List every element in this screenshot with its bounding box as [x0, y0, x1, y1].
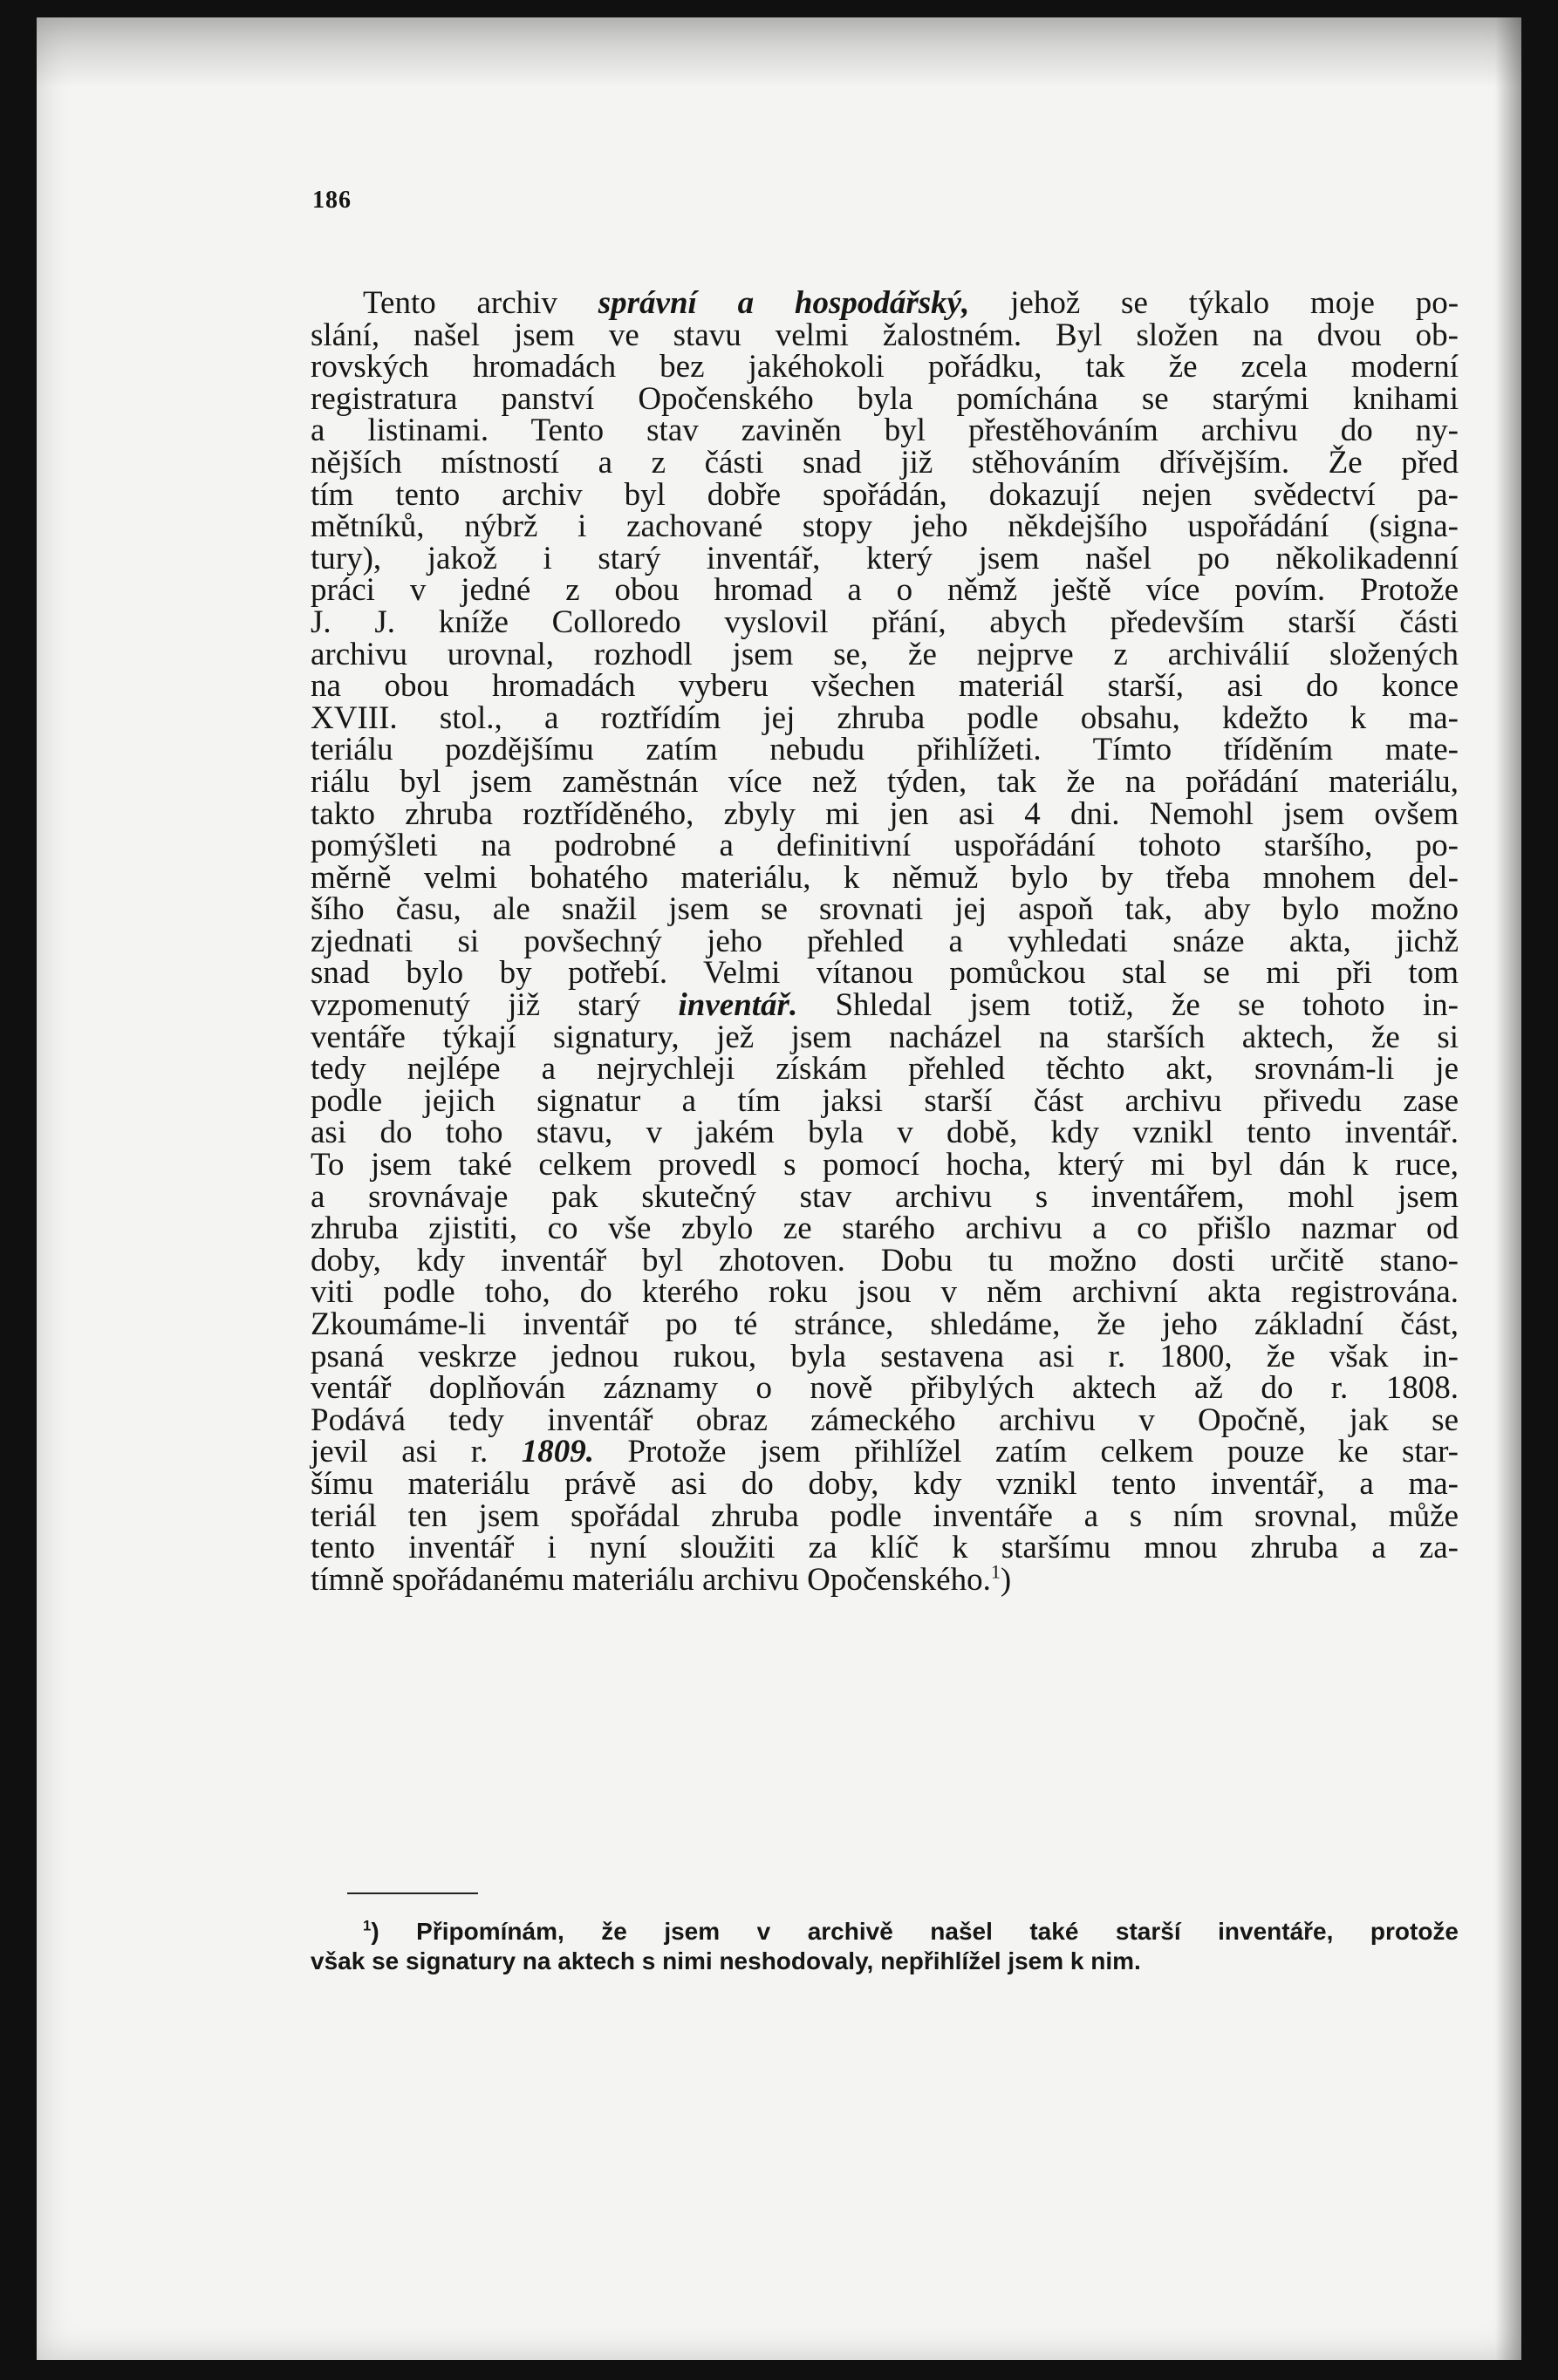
body-line: psaná veskrze jednou rukou, byla sestavena asi r. 1800, že však in-	[311, 1338, 1459, 1374]
body-line: práci v jedné z obou hromad a o němž ještě více povím. Protože	[311, 572, 1459, 609]
body-line: šího času, ale snažil jsem se srovnati jej aspoň tak, aby bylo možno	[311, 891, 1459, 928]
body-line: viti podle toho, do kterého roku jsou v něm archivní akta registrována.	[311, 1274, 1459, 1311]
page-right-shadow	[1495, 17, 1521, 2360]
body-line: tury), jakož i starý inventář, který jsem našel po několikadenní	[311, 540, 1459, 576]
footnote-line: $^1$) Připomínám, že jsem v archivě našel také starší inventáře, protože	[363, 1917, 1459, 1945]
footnote-line: však se signatury na aktech s nimi neshodovaly, nepřihlížel jsem k nim.	[311, 1947, 1141, 1974]
body-line: vzpomenutý již starý inventář. Shledal jsem totiž, že se tohoto in-	[311, 987, 1459, 1024]
body-line: mětníků, nýbrž i zachované stopy jeho někdejšího uspořádání (signa-	[311, 508, 1459, 545]
emphasized-term: inventář.	[678, 987, 798, 1024]
body-line: Tento archiv správní a hospodářský, jehož se týkalo moje po-	[363, 285, 1459, 321]
body-line: J. J. kníže Colloredo vyslovil přání, abych především starší části	[311, 604, 1459, 640]
body-line: jevil asi r. 1809. Protože jsem přihlížel zatím celkem pouze ke star-	[311, 1434, 1459, 1470]
body-line: riálu byl jsem zaměstnán více než týden, tak že na pořádání materiálu,	[311, 763, 1459, 800]
body-line: slání, našel jsem ve stavu velmi žalostném. Byl složen na dvou ob-	[311, 317, 1459, 353]
body-line: teriál ten jsem spořádal zhruba podle inventáře a s ním srovnal, může	[311, 1497, 1459, 1534]
body-line: doby, kdy inventář byl zhotoven. Dobu tu možno dosti určitě stano-	[311, 1242, 1459, 1279]
footnote-marker: 1	[363, 1917, 372, 1934]
body-line: teriálu pozdějšímu zatím nebudu přihlížeti. Tímto tříděním mate-	[311, 732, 1459, 768]
body-line: To jsem také celkem provedl s pomocí hocha, který mi byl dán k ruce,	[311, 1147, 1459, 1183]
main-paragraph	[311, 285, 1459, 1598]
body-line: na obou hromadách vyberu všechen materiál starší, asi do konce	[311, 668, 1459, 705]
body-line: Zkoumáme-li inventář po té stránce, shledáme, že jeho základní část,	[311, 1306, 1459, 1342]
body-line: a listinami. Tento stav zaviněn byl přestěhováním archivu do ny-	[311, 413, 1459, 449]
body-line: rovských hromadách bez jakéhokoli pořádku, tak že zcela moderní	[311, 349, 1459, 385]
body-line: asi do toho stavu, v jakém byla v době, kdy vznikl tento inventář.	[311, 1115, 1459, 1151]
body-line: Podává tedy inventář obraz zámeckého archivu v Opočně, jak se	[311, 1401, 1459, 1438]
body-line: měrně velmi bohatého materiálu, k němuž bylo by třeba mnohem del-	[311, 859, 1459, 896]
body-line: ventáře týkají signatury, jež jsem nacházel na starších aktech, že si	[311, 1019, 1459, 1055]
body-line: podle jejich signatur a tím jaksi starší část archivu přivedu zase	[311, 1082, 1459, 1119]
body-line: tedy nejlépe a nejrychleji získám přehled těchto akt, srovnám-li je	[311, 1051, 1459, 1088]
body-line: pomýšleti na podrobné a definitivní uspořádání tohoto staršího, po-	[311, 828, 1459, 864]
body-line: archivu urovnal, rozhodl jsem se, že nejprve z archiválií složených	[311, 636, 1459, 672]
footnote	[311, 1917, 1459, 1976]
body-line: šímu materiálu právě asi do doby, kdy vznikl tento inventář, a ma-	[311, 1465, 1459, 1502]
body-line: tento inventář i nyní sloužiti za klíč k staršímu mnou zhruba a za-	[311, 1530, 1459, 1566]
body-line: snad bylo by potřebí. Velmi vítanou pomůckou stal se mi při tom	[311, 955, 1459, 992]
body-line: zhruba zjistiti, co vše zbylo ze starého archivu a co přišlo nazmar od	[311, 1210, 1459, 1247]
emphasized-term: správní a hospodářský,	[598, 285, 970, 321]
emphasized-term: 1809.	[521, 1434, 594, 1470]
body-line: nějších místností a z části snad již stěhováním dřívějším. Že před	[311, 444, 1459, 481]
footnote-reference: 1	[990, 1560, 1001, 1583]
body-line: tímně spořádanému materiálu archivu Opočenského.$^1$)	[311, 1560, 1012, 1598]
page-top-shadow	[37, 17, 1521, 87]
body-line: takto zhruba roztříděného, zbyly mi jen asi 4 dni. Nemohl jsem ovšem	[311, 795, 1459, 832]
page-number: 186	[312, 187, 352, 214]
footnote-divider	[347, 1892, 478, 1894]
body-line: XVIII. stol., a roztřídím jej zhruba podle obsahu, kdežto k ma-	[311, 699, 1459, 736]
body-line: tím tento archiv byl dobře spořádán, dokazují nejen svědectví pa-	[311, 476, 1459, 513]
body-line: registratura panství Opočenského byla pomíchána se starými knihami	[311, 380, 1459, 417]
body-line: a srovnávaje pak skutečný stav archivu s inventářem, mohl jsem	[311, 1178, 1459, 1215]
body-line: ventář doplňován záznamy o nově přibylých aktech až do r. 1808.	[311, 1370, 1459, 1407]
body-line: zjednati si povšechný jeho přehled a vyhledati snáze akta, jichž	[311, 923, 1459, 959]
